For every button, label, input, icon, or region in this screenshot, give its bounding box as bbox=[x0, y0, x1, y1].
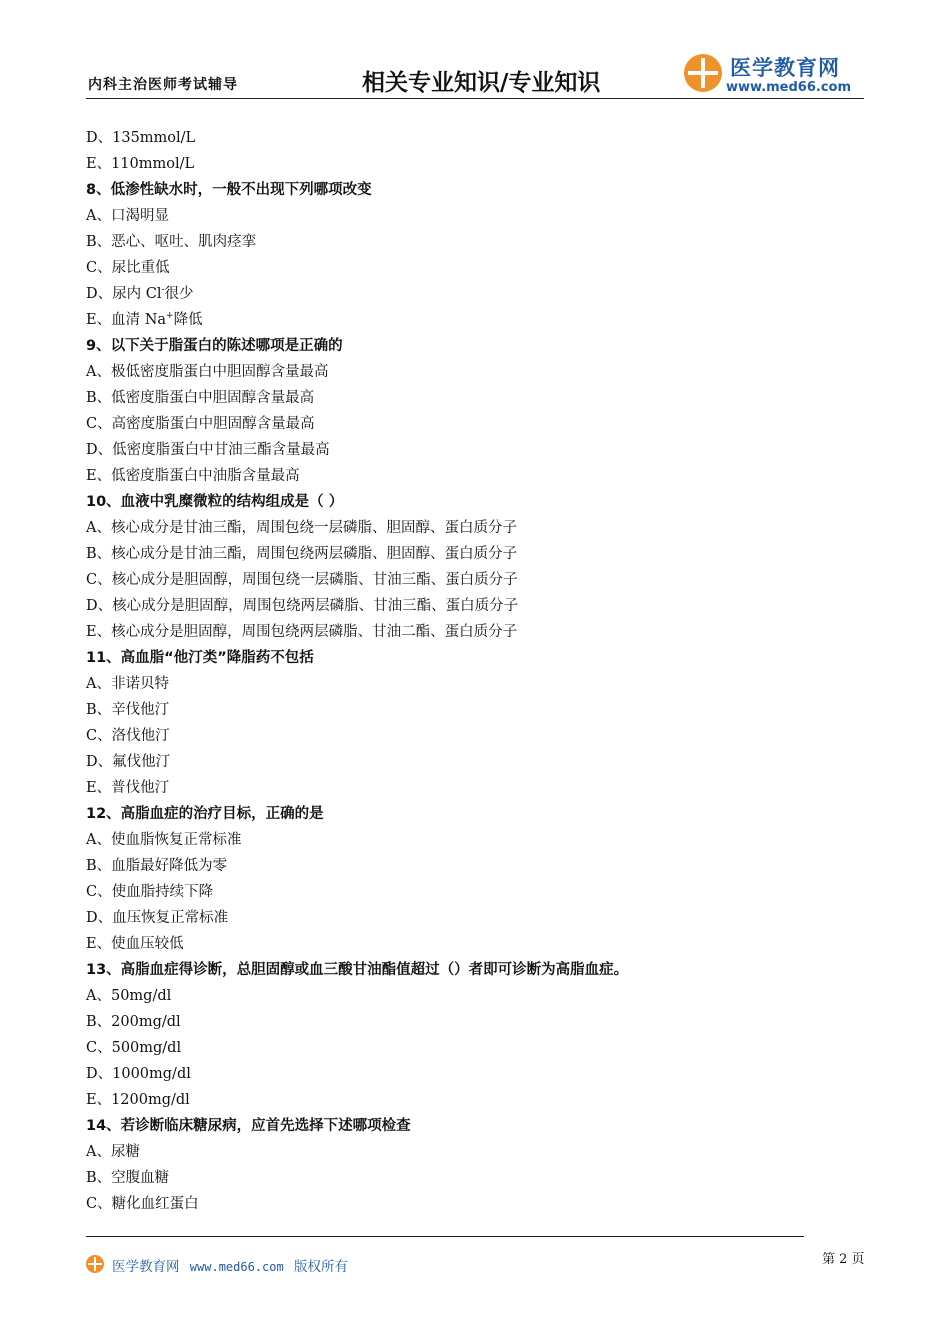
answer-option: E、低密度脂蛋白中油脂含量最高 bbox=[86, 468, 300, 484]
answer-option: D、血压恢复正常标准 bbox=[86, 910, 229, 926]
question-stem: 10、血液中乳糜微粒的结构组成是（ ） bbox=[86, 494, 344, 510]
answer-option: C、尿比重低 bbox=[86, 260, 170, 276]
answer-option: B、辛伐他汀 bbox=[86, 702, 170, 718]
answer-option: E、使血压较低 bbox=[86, 936, 184, 952]
answer-option: B、低密度脂蛋白中胆固醇含量最高 bbox=[86, 390, 315, 406]
answer-option: B、恶心、呕吐、肌肉痉挛 bbox=[86, 234, 257, 250]
logo-url: www.med66.com bbox=[726, 80, 852, 95]
question-stem: 9、以下关于脂蛋白的陈述哪项是正确的 bbox=[86, 338, 343, 354]
option-text: 降低 bbox=[173, 312, 203, 328]
question-stem: 12、高脂血症的治疗目标，正确的是 bbox=[86, 806, 324, 822]
answer-option: D、低密度脂蛋白中甘油三酯含量最高 bbox=[86, 442, 330, 458]
ion-charge: + bbox=[166, 311, 174, 322]
footer-site-url[interactable]: www.med66.com bbox=[189, 1260, 284, 1274]
option-text: 很少 bbox=[164, 286, 194, 302]
option-text: E、血清 Na bbox=[86, 312, 167, 328]
logo-name: 医学教育网 bbox=[730, 56, 840, 80]
answer-option: E、普伐他汀 bbox=[86, 780, 170, 796]
answer-option: E、110mmol/L bbox=[86, 156, 195, 172]
answer-option: C、使血脂持续下降 bbox=[86, 884, 214, 900]
footer-site-name: 医学教育网 bbox=[112, 1259, 180, 1275]
page-header bbox=[86, 50, 864, 99]
answer-option: E、1200mg/dl bbox=[86, 1092, 190, 1108]
answer-option: B、核心成分是甘油三酯，周围包绕两层磷脂、胆固醇、蛋白质分子 bbox=[86, 546, 518, 562]
cross-logo-icon bbox=[684, 54, 722, 92]
answer-option: A、尿糖 bbox=[86, 1144, 140, 1160]
answer-option: C、500mg/dl bbox=[86, 1040, 182, 1056]
question-stem: 11、高血脂“他汀类”降脂药不包括 bbox=[86, 650, 314, 666]
answer-option: C、核心成分是胆固醇，周围包绕一层磷脂、甘油三酯、蛋白质分子 bbox=[86, 572, 518, 588]
answer-option: B、空腹血糖 bbox=[86, 1170, 170, 1186]
question-list bbox=[86, 125, 866, 1217]
answer-option: D、核心成分是胆固醇，周围包绕两层磷脂、甘油三酯、蛋白质分子 bbox=[86, 598, 519, 614]
footer-logo-icon bbox=[86, 1255, 104, 1273]
answer-option: A、极低密度脂蛋白中胆固醇含量最高 bbox=[86, 364, 329, 380]
answer-option: D、135mmol/L bbox=[86, 130, 196, 146]
footer-rights: 版权所有 bbox=[294, 1259, 349, 1275]
answer-option: C、洛伐他汀 bbox=[86, 728, 170, 744]
answer-option: B、200mg/dl bbox=[86, 1014, 181, 1030]
answer-option: B、血脂最好降低为零 bbox=[86, 858, 228, 874]
answer-option: D、1000mg/dl bbox=[86, 1066, 191, 1082]
page-number: 第 2 页 bbox=[822, 1252, 865, 1267]
answer-option: A、非诺贝特 bbox=[86, 676, 169, 692]
answer-option: A、口渴明显 bbox=[86, 208, 169, 224]
answer-option: C、糖化血红蛋白 bbox=[86, 1196, 199, 1212]
footer-divider bbox=[86, 1236, 804, 1237]
answer-option: A、使血脂恢复正常标准 bbox=[86, 832, 242, 848]
ion-charge: - bbox=[161, 285, 165, 296]
exam-title: 内科主治医师考试辅导 bbox=[88, 77, 238, 93]
option-text: D、尿内 Cl bbox=[86, 286, 162, 302]
answer-option: C、高密度脂蛋白中胆固醇含量最高 bbox=[86, 416, 315, 432]
brand-logo[interactable] bbox=[684, 52, 864, 96]
question-stem: 14、若诊断临床糖尿病，应首先选择下述哪项检查 bbox=[86, 1118, 411, 1134]
question-stem: 8、低渗性缺水时，一般不出现下列哪项改变 bbox=[86, 182, 372, 198]
answer-option: A、50mg/dl bbox=[86, 988, 172, 1004]
answer-option bbox=[86, 281, 866, 307]
answer-option: E、核心成分是胆固醇，周围包绕两层磷脂、甘油二酯、蛋白质分子 bbox=[86, 624, 518, 640]
answer-option bbox=[86, 307, 866, 333]
answer-option: D、氟伐他汀 bbox=[86, 754, 171, 770]
question-stem: 13、高脂血症得诊断，总胆固醇或血三酸甘油酯值超过（）者即可诊断为高脂血症。 bbox=[86, 962, 629, 978]
section-title: 相关专业知识/专业知识 bbox=[362, 70, 601, 96]
footer-text bbox=[112, 1255, 348, 1275]
answer-option: A、核心成分是甘油三酯，周围包绕一层磷脂、胆固醇、蛋白质分子 bbox=[86, 520, 517, 536]
